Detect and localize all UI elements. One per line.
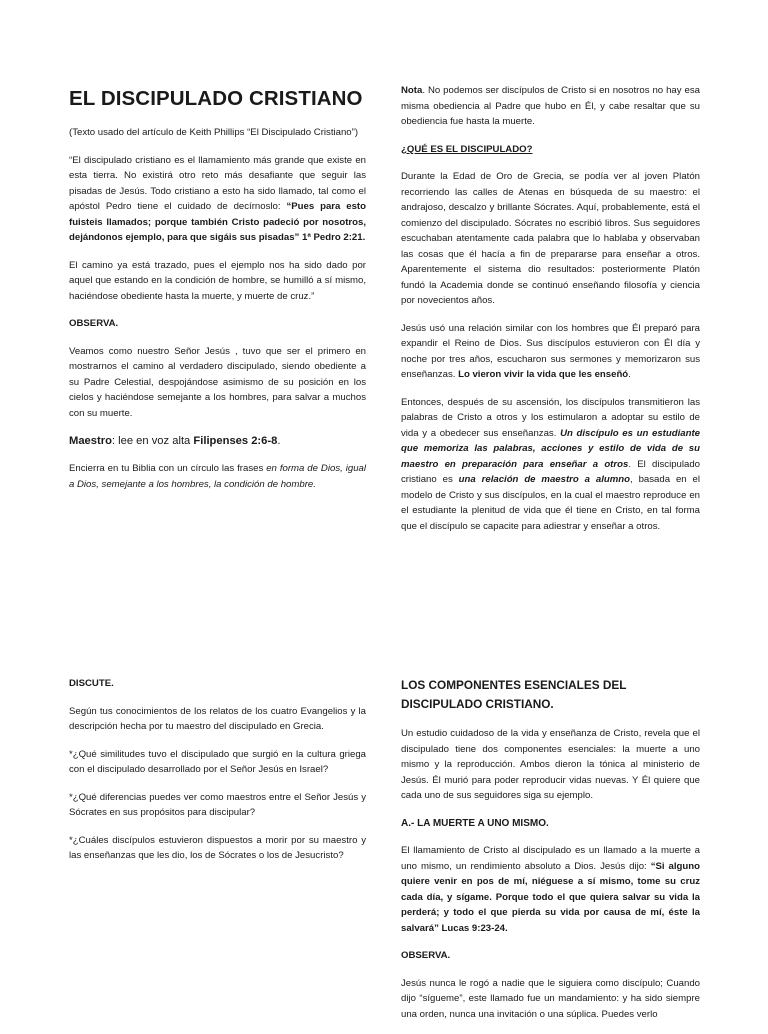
jesus-end: .	[628, 369, 631, 380]
encierra-text: Encierra en tu Biblia con un círculo las frases	[69, 463, 267, 474]
encierra-phrases: en forma de Dios, igual a Dios, semejante a los hombres, la condición de hombre.	[69, 463, 366, 490]
jesus-bold: Lo vieron vivir la vida que les enseñó	[458, 369, 629, 380]
maestro-text: : lee en voz alta	[111, 435, 194, 447]
observa-label: OBSERVA.	[69, 318, 119, 329]
intro-quote: “Pues para esto fuisteis llamados; porque también Cristo padeció por nosotros, dejándonos ejemplo, para que sigáis sus pisadas” 1ª Pedro 2:21.	[69, 201, 366, 243]
question-text: ¿QUÉ ES EL DISCIPULADO?	[401, 143, 533, 155]
discute-heading	[69, 676, 366, 692]
nota-label: Nota	[401, 85, 423, 96]
death-paragraph	[401, 843, 700, 936]
discute-paragraph: Según tus conocimientos de los relatos de los cuatro Evangelios y la descripción hecha por tu maestro del discipulado en Grecia.	[69, 705, 366, 732]
question-differences: *¿Qué diferencias puedes ver como maestros entre el Señor Jesús y Sócrates en sus propósitos para discipular?	[69, 791, 366, 818]
definition-text-2: . El discipulado cristiano es	[401, 458, 701, 485]
intro-paragraph	[69, 153, 366, 246]
death-quote: “Si alguno quiere venir en pos de mí, niéguese a sí mismo, tome su cruz cada día, y sígame. Porque todo el que quiera salvar su vida la perderá; y todo el que pierda su vida por causa de mí, éste la salvará” Lucas 9:23-24.	[401, 860, 700, 934]
definition-text-1: Entonces, después de su ascensión, los discípulos transmitieron las palabras de Cristo a otros y los estimularon a adoptar su estilo de vida y a obedecer sus enseñanzas.	[401, 396, 700, 439]
nota-paragraph	[401, 83, 700, 130]
right-bottom-column	[401, 676, 700, 1034]
observa-heading-2	[401, 948, 700, 964]
sigueme-paragraph: Jesús nunca le rogó a nadie que le siguiera como discípulo; Cuando dijo “sígueme”, este llamado fue un mandamiento: y ha sido siempre una orden, nunca una invitación o una súplica. Puedes verlo	[401, 977, 700, 1020]
maestro-reference: Filipenses 2:6-8	[193, 435, 278, 447]
observa-heading	[69, 316, 366, 332]
nota-text: . No podemos ser discípulos de Cristo si en nosotros no hay esa misma obediencia al Padre que hubo en Él, y cabe resaltar que su obediencia fue hasta la muerte.	[401, 85, 700, 127]
components-title: LOS COMPONENTES ESENCIALES DEL DISCIPULADO CRISTIANO.	[401, 678, 627, 711]
left-bottom-column	[69, 676, 366, 876]
definition-emphasis-2: una relación de maestro a alumno	[458, 474, 631, 485]
question-heading	[401, 142, 700, 158]
path-paragraph: El camino ya está trazado, pues el ejemplo nos ha sido dado por aquel que estando en la condición de hombre, se humilló a sí mismo, haciéndose obediente hasta la muerte, y muerte de cruz.”	[69, 259, 366, 302]
discute-label: DISCUTE	[69, 678, 112, 689]
components-paragraph: Un estudio cuidadoso de la vida y enseñanza de Cristo, revela que el discipulado tiene dos componentes esenciales: la muerte a uno mismo y la reproducción. Ambos dieron la tónica al ministerio de Jesús. Él murió para poder reproducir vidas nuevas. Y Él quiere que cada uno de sus seguidores siga su ejemplo.	[401, 728, 700, 801]
observa-label-2: OBSERVA.	[401, 950, 451, 961]
definition-text-3: , basada en el modelo de Cristo y sus discípulos, en la cual el maestro reproduce en el estudiante la plenitud de vida que él tiene en Cristo, en tal forma que el discípulo se capacite para adiestrar y enseñar a otros.	[401, 474, 701, 532]
maestro-label: Maestro	[69, 435, 112, 447]
maestro-line	[69, 433, 366, 449]
right-top-column	[401, 83, 700, 546]
death-subtitle: A.- LA MUERTE A UNO MISMO.	[401, 817, 549, 829]
greece-paragraph: Durante la Edad de Oro de Grecia, se podía ver al joven Platón recorriendo las calles de Atenas en búsqueda de su maestro: el andrajoso, descalzo y brillante Sócrates. Aquí, probablemente, está el comienzo del discipulado. Sócrates no escribió libros. Sus seguidores escuchaban atentamente cada palabra que lo hablaba y observaban las cosas que él hacía a fin de prepararse para enseñar a otros. Aparentemente el sistema dio resultados: posteriormente Platón fundó la Academia donde se continuó enseñando filosofía y ciencia por novecientos años.	[401, 171, 700, 306]
question-similarities: *¿Qué similitudes tuvo el discipulado que surgió en la cultura griega con el discipulado desarrollado por el Señor Jesús en Israel?	[69, 748, 366, 775]
maestro-end: .	[277, 435, 281, 447]
discute-end: .	[111, 678, 114, 689]
death-text: El llamamiento de Cristo al discipulado es un llamado a la muerte a uno mismo, un rendimiento absoluto a Dios. Jesús dijo:	[401, 845, 700, 872]
document-title: EL DISCIPULADO CRISTIANO	[69, 87, 363, 110]
jesus-text: Jesús usó una relación similar con los hombres que Él preparó para expandir el Reino de Dios. Sus discípulos estuvieron con Él día y noche por tres años, escucharon sus sermones y memorizaron sus enseñanzas.	[401, 322, 700, 380]
encierra-paragraph	[69, 461, 366, 492]
observa-paragraph: Veamos como nuestro Señor Jesús , tuvo que ser el primero en mostrarnos el camino al verdadero discipulado, siendo obediente a su Padre Celestial, despojándose asimismo de su posición en los cielos y haciéndose semejante a los hombres, para salvar a muchos con su muerte.	[69, 345, 366, 419]
left-top-column	[69, 82, 366, 504]
definition-emphasis-1: Un discípulo es un estudiante que memoriza las palabras, acciones y estilo de vida de su maestro en preparación para enseñar a otros	[401, 427, 700, 470]
definition-paragraph	[401, 395, 700, 535]
question-disciples: *¿Cuáles discípulos estuvieron dispuestos a morir por su maestro y las enseñanzas que les dio, los de Sócrates o los de Jesucristo?	[69, 834, 366, 861]
source-note: (Texto usado del artículo de Keith Phillips “El Discipulado Cristiano”)	[69, 127, 359, 138]
intro-text: “El discipulado cristiano es el llamamiento más grande que existe en esta tierra. No existirá otro reto más desafiante que seguir las pisadas de Jesús. Todo cristiano a esto ha sido llamado, tal como el apóstol Pedro tiene el cuidado de decírnoslo:	[69, 154, 366, 212]
jesus-paragraph	[401, 321, 700, 383]
